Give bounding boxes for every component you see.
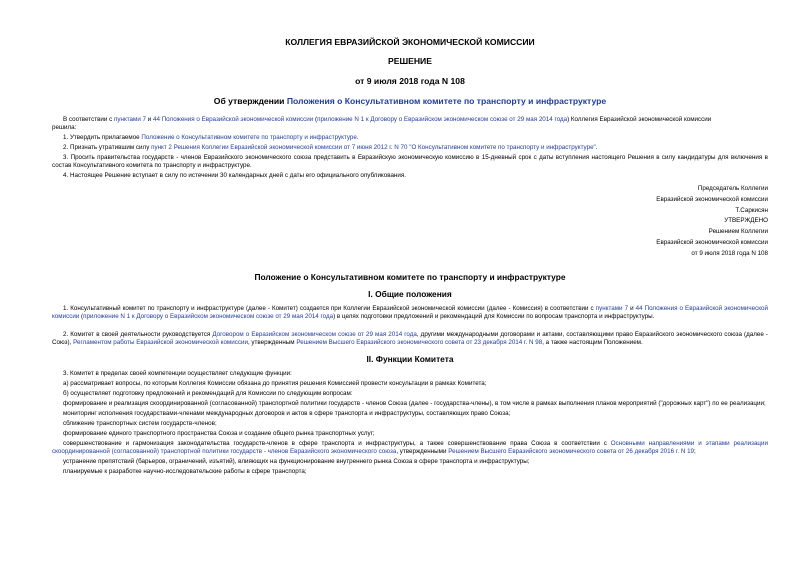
link-points-7[interactable]: пунктами 7 — [595, 304, 629, 312]
title-link[interactable]: Положения о Консультативном комитете по транспорту и инфраструктуре — [286, 96, 607, 106]
section-heading-general: I. Общие положения — [368, 288, 452, 299]
function-item: формирование и реализация скоординированной (согласованной) транспортной политики государств - членов Союза (далее - государства-члены), в том числе в рамках выполнения планов мероприятий ("дорожных карт") по ее реализации; — [63, 399, 766, 407]
intro-paragraph — [52, 116, 768, 124]
link-points-7[interactable]: пунктами 7 — [113, 116, 147, 123]
function-item: планируемые к разработке научно-исследовательские работы в сфере транспорта; — [63, 467, 307, 475]
link-treaty[interactable]: Договором о Евразийском экономическом союзе от 29 мая 2014 года — [212, 330, 417, 338]
item-2 — [52, 144, 768, 152]
regulation-title: Положение о Консультативном комитете по транспорту и инфраструктуре — [254, 271, 566, 282]
point-text: ; — [694, 447, 696, 455]
subpoint-a: а) рассматривает вопросы, по которым Коллегия Комиссии обязана до принятия решения Комиссией провести консультации в рамках Комитета; — [63, 379, 487, 387]
signature-line: Председатель Коллегии — [697, 185, 768, 192]
link-council-decision-19[interactable]: Решением Высшего Евразийского экономического совета от 26 декабря 2016 г. N 19 — [448, 447, 695, 455]
document-date: от 9 июля 2018 года N 108 — [355, 76, 465, 86]
link-decision-70[interactable]: пункт 2 Решения Коллегии Евразийской экономической комиссии от 7 июня 2012 г. N 70 "О Консультативном комитете по транспорту и инфраструктуре" — [151, 144, 596, 151]
point-text: и — [628, 304, 636, 312]
signature-block — [52, 184, 768, 260]
document-type: РЕШЕНИЕ — [388, 56, 432, 66]
approval-line: УТВЕРЖДЕНО — [724, 217, 768, 225]
intro-text: ) Коллегия Евразийской экономической комиссии — [567, 116, 712, 123]
org-header: КОЛЛЕГИЯ ЕВРАЗИЙСКОЙ ЭКОНОМИЧЕСКОЙ КОМИССИИ — [285, 37, 535, 47]
link-regulation[interactable]: Положение о Консультативном комитете по транспорту и инфраструктуре — [141, 134, 357, 141]
point-text: 1. Консультативный комитет по транспорту и инфраструктуре (далее - Комитет) создается при Коллегии Евразийской экономической комиссии (далее - Комиссия) в соответствии с — [63, 304, 596, 312]
point-text: ) в целях подготовки предложений и рекомендаций для Комиссии по вопросам транспорта и инфраструктуры. — [333, 312, 655, 320]
document-title — [52, 96, 768, 106]
item-3: 3. Просить правительства государств - членов Евразийского экономического союза представить в Евразийскую экономическую комиссию в 15-дневный срок с даты вступления настоящего Решения в силу кандидатуры для включения в состав Консультативного комитета по транспорту и инфраструктуре. — [52, 154, 768, 169]
point-text: , утвержденным — [247, 338, 297, 346]
approval-line: Евразийской экономической комиссии — [656, 238, 768, 246]
regulation-point-2 — [52, 331, 768, 347]
link-work-rules[interactable]: Регламентом работы Евразийской экономической комиссии — [73, 338, 248, 346]
approval-line: Решением Коллегии — [708, 228, 768, 236]
intro-text: В соответствии с — [63, 116, 114, 123]
function-item: устранение препятствий (барьеров, ограничений, изъятий), влияющих на функционирование внутреннего рынка Союза в сфере транспорта и инфраструктуры; — [63, 457, 530, 465]
point-text: 2. Комитет в своей деятельности руководствуется — [63, 330, 213, 338]
signature-line: Т.Саркисян — [735, 206, 768, 214]
link-commission-regulation[interactable]: 44 Положения о Евразийской экономической комиссии — [153, 116, 314, 123]
link-council-decision-98[interactable]: Решением Высшего Евразийского экономического совета от 23 декабря 2014 г. N 98 — [296, 338, 543, 346]
title-prefix: Об утверждении — [213, 96, 287, 106]
item-text: 1. Утвердить прилагаемое — [63, 134, 142, 141]
function-item — [52, 440, 768, 456]
section-heading-functions: II. Функции Комитета — [366, 353, 454, 364]
item-text: . — [356, 134, 359, 141]
point-text: ( — [79, 312, 84, 320]
link-commission-regulation[interactable]: 44 Положения о Евразийской экономической комиссии — [52, 304, 768, 320]
subpoint-b: б) осуществляет подготовку предложений и рекомендаций для Комиссии по следующим вопросам: — [63, 389, 353, 397]
document-body — [52, 0, 768, 476]
function-item: мониторинг исполнения государствами-членами международных договоров и актов в сфере транспорта и инфраструктуры, составляющих право Союза; — [63, 409, 511, 417]
item-text: 2. Признать утратившим силу — [63, 144, 152, 151]
point-text: , другими международными договорами и актами, составляющими право Евразийского экономического союза (далее - Союз), — [52, 330, 769, 346]
decided-label: решила: — [52, 124, 77, 131]
point-text: совершенствование и гармонизация законодательства государств-членов в сфере транспорта и инфраструктуры, а также совершенствование права Союза в соответствии с — [63, 439, 611, 447]
function-item: формирование единого транспортного пространства Союза и создание общего рынка транспортных услуг; — [63, 429, 375, 437]
item-1 — [52, 134, 768, 142]
regulation-point-1 — [52, 305, 768, 321]
approval-line: от 9 июля 2018 года N 108 — [691, 249, 768, 257]
point-text: , утвержденными — [396, 447, 449, 455]
signature-line: Евразийской экономической комиссии — [656, 195, 768, 203]
intro-text: и — [146, 116, 153, 123]
intro-text: ( — [313, 116, 318, 123]
item-4: 4. Настоящее Решение вступает в силу по истечении 30 календарных дней с даты его официального опубликования. — [63, 172, 406, 179]
link-treaty-annex[interactable]: приложение N 1 к Договору о Евразийском экономическом союзе от 29 мая 2014 года — [317, 116, 568, 123]
link-main-directions[interactable]: Основными направлениями и этапами реализации скоординированной (согласованной) транспортной политики государств - членов Евразийского экономического союза — [52, 439, 768, 455]
point-text: , а также настоящим Положением. — [542, 338, 643, 346]
regulation-point-3: 3. Комитет в пределах своей компетенции осуществляет следующие функции: — [63, 369, 292, 377]
function-item: сближение транспортных систем государств-членов; — [63, 419, 217, 427]
item-text: . — [595, 144, 598, 151]
link-treaty-annex[interactable]: приложение N 1 к Договору о Евразийском экономическом союзе от 29 мая 2014 года — [83, 312, 334, 320]
